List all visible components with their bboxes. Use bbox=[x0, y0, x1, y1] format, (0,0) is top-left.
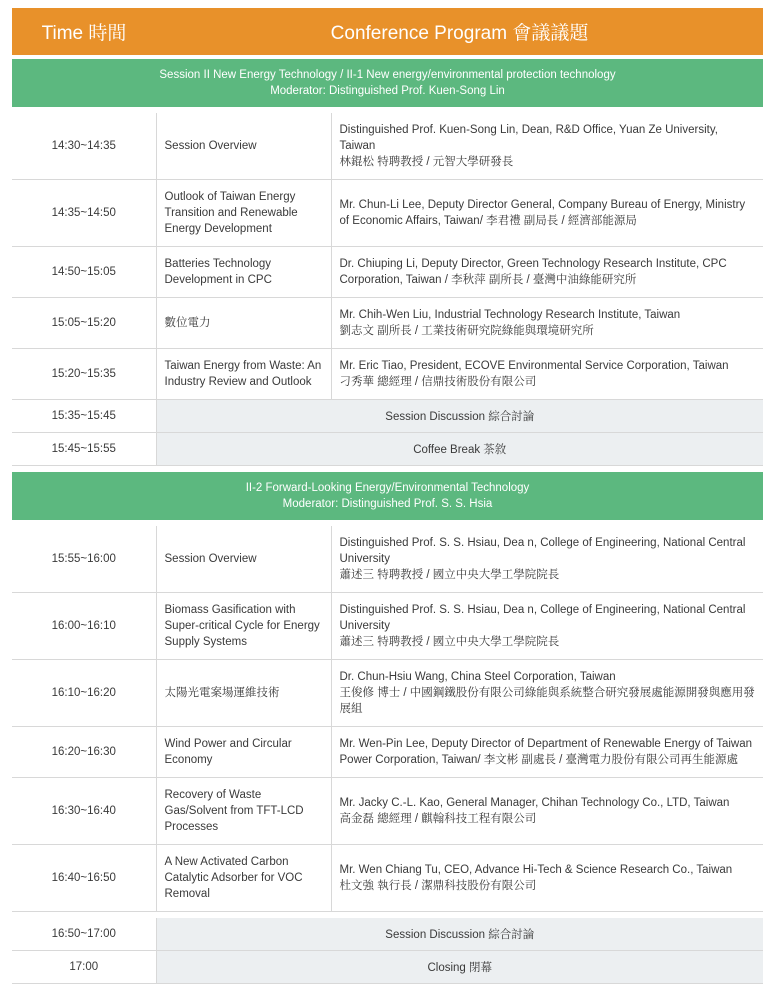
conference-program-table bbox=[12, 8, 763, 984]
session-banner-2-line1: II-2 Forward-Looking Energy/Environmental Technology bbox=[245, 482, 530, 494]
row-speaker bbox=[331, 526, 763, 593]
session-banner-1 bbox=[12, 59, 763, 107]
row-speaker-line1: Mr. Wen Chiang Tu, CEO, Advance Hi-Tech & Science Research Co., Taiwan bbox=[339, 864, 733, 876]
row-speaker-line1: Mr. Eric Tiao, President, ECOVE Environmental Service Corporation, Taiwan bbox=[339, 360, 729, 372]
row-speaker-line2: 蕭述三 特聘教授 / 國立中央大學工學院院長 bbox=[339, 569, 560, 581]
row-speaker bbox=[331, 778, 763, 845]
break-row bbox=[12, 433, 763, 466]
row-topic: A New Activated Carbon Catalytic Adsorber for VOC Removal bbox=[156, 845, 331, 912]
table-row bbox=[12, 247, 763, 298]
break-row bbox=[12, 951, 763, 984]
break-time: 15:45~15:55 bbox=[12, 433, 156, 466]
row-speaker-line2: 刁秀華 總經理 / 信鼎技術股份有限公司 bbox=[339, 376, 537, 388]
row-time: 16:00~16:10 bbox=[12, 593, 156, 660]
session-banner-2-line2: Moderator: Distinguished Prof. S. S. Hsia bbox=[282, 498, 493, 510]
row-speaker bbox=[331, 660, 763, 727]
session-banner-2 bbox=[12, 472, 763, 520]
break-row bbox=[12, 918, 763, 951]
row-topic: Session Overview bbox=[156, 113, 331, 180]
row-speaker-line1: Distinguished Prof. Kuen-Song Lin, Dean, R&D Office, Yuan Ze University, Taiwan bbox=[339, 124, 718, 152]
table-row bbox=[12, 593, 763, 660]
row-topic: Session Overview bbox=[156, 526, 331, 593]
row-topic: 數位電力 bbox=[156, 298, 331, 349]
row-speaker-line1: Distinguished Prof. S. S. Hsiau, Dea n, College of Engineering, National Central University bbox=[339, 537, 746, 565]
break-label: Coffee Break 茶敘 bbox=[156, 433, 763, 466]
session-banner-1-line1: Session II New Energy Technology / II-1 New energy/environmental protection technology bbox=[159, 69, 616, 81]
row-speaker-line2: 林錕松 特聘教授 / 元智大學研發長 bbox=[339, 156, 514, 168]
row-speaker-line1: Dr. Chiuping Li, Deputy Director, Green Technology Research Institute, CPC Corporation, Taiwan / 李秋萍 副所長 / 臺灣中油綠能研究所 bbox=[339, 258, 727, 286]
row-speaker-line2: 劉志文 副所長 / 工業技術研究院綠能與環境研究所 bbox=[339, 325, 594, 337]
table-row bbox=[12, 298, 763, 349]
break-label: Session Discussion 綜合討論 bbox=[156, 400, 763, 433]
row-time: 16:40~16:50 bbox=[12, 845, 156, 912]
row-speaker-line1: Distinguished Prof. S. S. Hsiau, Dea n, College of Engineering, National Central University bbox=[339, 604, 746, 632]
row-topic: Biomass Gasification with Super-critical Cycle for Energy Supply Systems bbox=[156, 593, 331, 660]
row-time: 16:30~16:40 bbox=[12, 778, 156, 845]
row-topic: Recovery of Waste Gas/Solvent from TFT-LCD Processes bbox=[156, 778, 331, 845]
row-time: 14:30~14:35 bbox=[12, 113, 156, 180]
row-speaker bbox=[331, 298, 763, 349]
break-label: Closing 閉幕 bbox=[156, 951, 763, 984]
break-time: 15:35~15:45 bbox=[12, 400, 156, 433]
row-speaker bbox=[331, 593, 763, 660]
table-row bbox=[12, 660, 763, 727]
row-speaker-line2: 高金磊 總經理 / 麒翰科技工程有限公司 bbox=[339, 813, 537, 825]
session-bar-row-1 bbox=[12, 59, 763, 107]
row-time: 14:50~15:05 bbox=[12, 247, 156, 298]
row-speaker-line1: Mr. Chun-Li Lee, Deputy Director General, Company Bureau of Energy, Ministry of Economic Affairs, Taiwan/ 李君禮 副局長 / 經濟部能源局 bbox=[339, 199, 746, 227]
row-speaker-line1: Dr. Chun-Hsiu Wang, China Steel Corporation, Taiwan bbox=[339, 671, 616, 683]
break-row bbox=[12, 400, 763, 433]
row-topic: Taiwan Energy from Waste: An Industry Review and Outlook bbox=[156, 349, 331, 400]
table-row bbox=[12, 727, 763, 778]
row-speaker bbox=[331, 180, 763, 247]
row-speaker bbox=[331, 247, 763, 298]
row-time: 15:05~15:20 bbox=[12, 298, 156, 349]
table-row bbox=[12, 113, 763, 180]
header-time-label: Time 時間 bbox=[12, 8, 156, 55]
row-topic: Batteries Technology Development in CPC bbox=[156, 247, 331, 298]
row-speaker-line2: 王俊修 博士 / 中國鋼鐵股份有限公司綠能與系統整合研究發展處能源開發與應用發展組 bbox=[339, 687, 755, 715]
table-row bbox=[12, 778, 763, 845]
row-time: 14:35~14:50 bbox=[12, 180, 156, 247]
row-speaker bbox=[331, 349, 763, 400]
break-time: 16:50~17:00 bbox=[12, 918, 156, 951]
session-banner-1-line2: Moderator: Distinguished Prof. Kuen-Song Lin bbox=[270, 85, 505, 97]
row-topic: Wind Power and Circular Economy bbox=[156, 727, 331, 778]
break-label: Session Discussion 綜合討論 bbox=[156, 918, 763, 951]
header-title-label: Conference Program 會議議題 bbox=[156, 8, 763, 55]
table-row bbox=[12, 349, 763, 400]
row-speaker-line2: 蕭述三 特聘教授 / 國立中央大學工學院院長 bbox=[339, 636, 560, 648]
row-speaker bbox=[331, 727, 763, 778]
table-row bbox=[12, 845, 763, 912]
row-topic: 太陽光電案場運維技術 bbox=[156, 660, 331, 727]
table-row bbox=[12, 526, 763, 593]
table-row bbox=[12, 180, 763, 247]
row-speaker-line2: 杜文強 執行長 / 潔鼎科技股份有限公司 bbox=[339, 880, 537, 892]
row-time: 15:20~15:35 bbox=[12, 349, 156, 400]
row-time: 16:10~16:20 bbox=[12, 660, 156, 727]
row-speaker-line1: Mr. Wen-Pin Lee, Deputy Director of Department of Renewable Energy of Taiwan Power Corporation, Taiwan/ 李文彬 副處長 / 臺灣電力股份有限公司再生能源處 bbox=[339, 738, 753, 766]
row-time: 15:55~16:00 bbox=[12, 526, 156, 593]
row-speaker-line1: Mr. Chih-Wen Liu, Industrial Technology Research Institute, Taiwan bbox=[339, 309, 681, 321]
row-speaker bbox=[331, 113, 763, 180]
row-topic: Outlook of Taiwan Energy Transition and Renewable Energy Development bbox=[156, 180, 331, 247]
row-time: 16:20~16:30 bbox=[12, 727, 156, 778]
row-speaker bbox=[331, 845, 763, 912]
session-bar-row-2 bbox=[12, 472, 763, 520]
row-speaker-line1: Mr. Jacky C.-L. Kao, General Manager, Chihan Technology Co., LTD, Taiwan bbox=[339, 797, 730, 809]
table-header-row bbox=[12, 8, 763, 55]
break-time: 17:00 bbox=[12, 951, 156, 984]
